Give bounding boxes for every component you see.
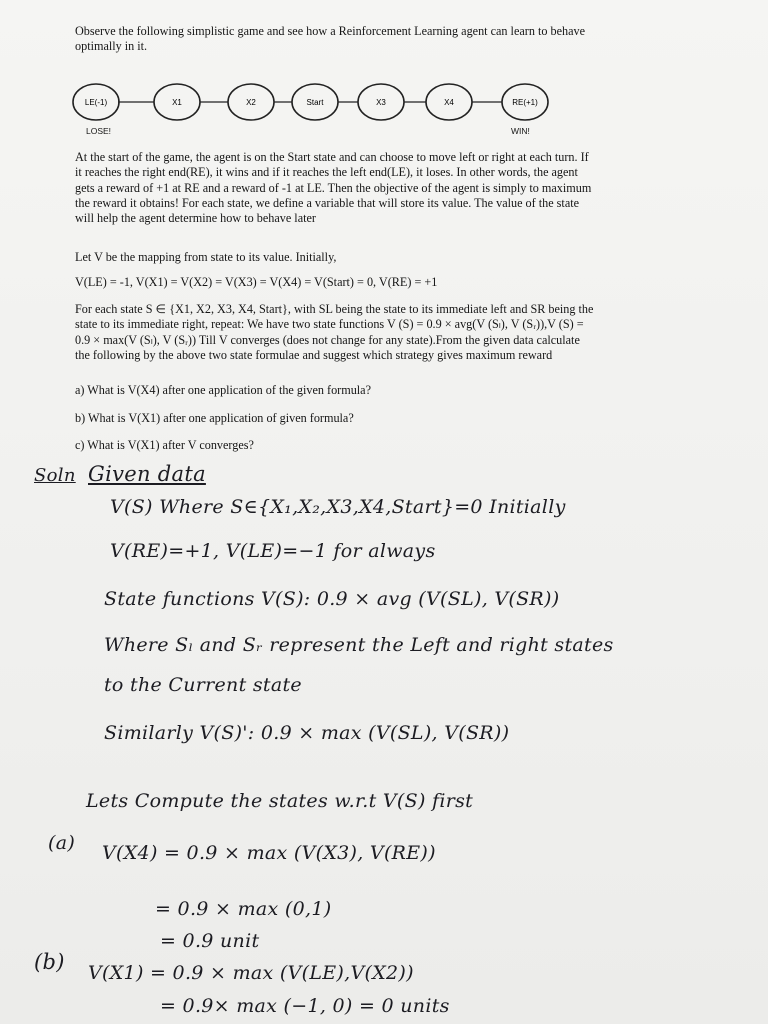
text-line: it reaches the right end(RE), it wins and if it reaches the left end(LE), it loses. In other words, the agent <box>75 165 578 180</box>
state-label: X1 <box>172 98 182 107</box>
soln-label: Soln <box>34 465 76 486</box>
part-a-line-3: = 0.9 unit <box>160 930 260 952</box>
solution-line-compute: Lets Compute the states w.r.t V(S) first <box>86 790 474 812</box>
text-line: gets a reward of +1 at RE and a reward of -1 at LE. Then the objective of the agent is simply to maximum <box>75 180 592 195</box>
part-b-label: (b) <box>34 950 65 974</box>
state-X1-node <box>154 84 200 120</box>
text-line: At the start of the game, the agent is on the Start state and can choose to move left or right at each turn. If <box>75 150 589 164</box>
part-a-line-1: V(X4) = 0.9 × max (V(X3), V(RE)) <box>102 842 436 864</box>
question-c: c) What is V(X1) after V converges? <box>75 438 254 452</box>
state-X2-node <box>228 84 274 120</box>
state-LE-node <box>73 84 119 120</box>
state-Start-node <box>292 84 338 120</box>
text-line: 0.9 × max(V (Sₗ), V (Sᵣ)) Till V converges (does not change for any state).From the given data calculate <box>75 332 580 347</box>
solution-line-similarly: Similarly V(S)': 0.9 × max (V(SL), V(SR)) <box>104 722 510 744</box>
state-X3-node <box>358 84 404 120</box>
intro-line: Observe the following simplistic game and see how a Reinforcement Learning agent can learn to behave <box>75 24 586 38</box>
text-line: For each state S ∈ {X1, X2, X3, X4, Start}, with SL being the state to its immediate left and SR being the <box>75 302 594 316</box>
state-label: X4 <box>444 98 454 107</box>
solution-line-re-le: V(RE)=+1, V(LE)=−1 for always <box>110 540 436 562</box>
solution-line-state-functions: State functions V(S): 0.9 × avg (V(SL), V(SR)) <box>104 588 560 610</box>
game-description <box>75 150 681 226</box>
part-b-line-2: = 0.9× max (−1, 0) = 0 units <box>160 995 450 1017</box>
state-label: RE(+1) <box>512 98 538 107</box>
question-b: b) What is V(X1) after one application of given formula? <box>75 411 354 425</box>
part-a-label: (a) <box>48 832 76 854</box>
part-b-line-1: V(X1) = 0.9 × max (V(LE),V(X2)) <box>88 962 414 984</box>
part-a-line-2: = 0.9 × max (0,1) <box>155 898 332 920</box>
state-label: X3 <box>376 98 386 107</box>
question-a: a) What is V(X4) after one application of the given formula? <box>75 383 372 397</box>
state-RE-node <box>502 84 548 120</box>
text-line: state to its immediate right, repeat: We have two state functions V (S) = 0.9 × avg(V (Sₗ), V (Sᵣ)),V (S) = <box>75 317 584 332</box>
text-line: will help the agent determine how to behave later <box>75 211 316 226</box>
solution-line-current: to the Current state <box>104 674 302 696</box>
state-diagram <box>70 74 560 136</box>
intro-paragraph <box>75 24 681 55</box>
initial-values: V(LE) = -1, V(X1) = V(X2) = V(X3) = V(X4) = V(Start) = 0, V(RE) = +1 <box>75 275 438 289</box>
win-label: WIN! <box>511 126 530 136</box>
intro-line: optimally in it. <box>75 39 148 54</box>
mapping-intro: Let V be the mapping from state to its value. Initially, <box>75 250 337 264</box>
state-label: Start <box>306 98 324 107</box>
update-rule <box>75 302 681 363</box>
solution-line-where: Where Sₗ and Sᵣ represent the Left and right states <box>104 634 614 656</box>
solution-line-initial: V(S) Where S∈{X₁,X₂,X3,X4,Start}=0 Initially <box>110 496 566 518</box>
given-data-heading: Given data <box>88 462 206 486</box>
state-label: LE(-1) <box>84 98 108 107</box>
state-label: X2 <box>246 98 256 107</box>
text-line: the following by the above two state formulae and suggest which strategy gives maximum reward <box>75 347 553 362</box>
state-X4-node <box>426 84 472 120</box>
lose-label: LOSE! <box>86 126 112 136</box>
text-line: the reward it obtains! For each state, we define a variable that will store its value. The value of the state <box>75 195 580 210</box>
